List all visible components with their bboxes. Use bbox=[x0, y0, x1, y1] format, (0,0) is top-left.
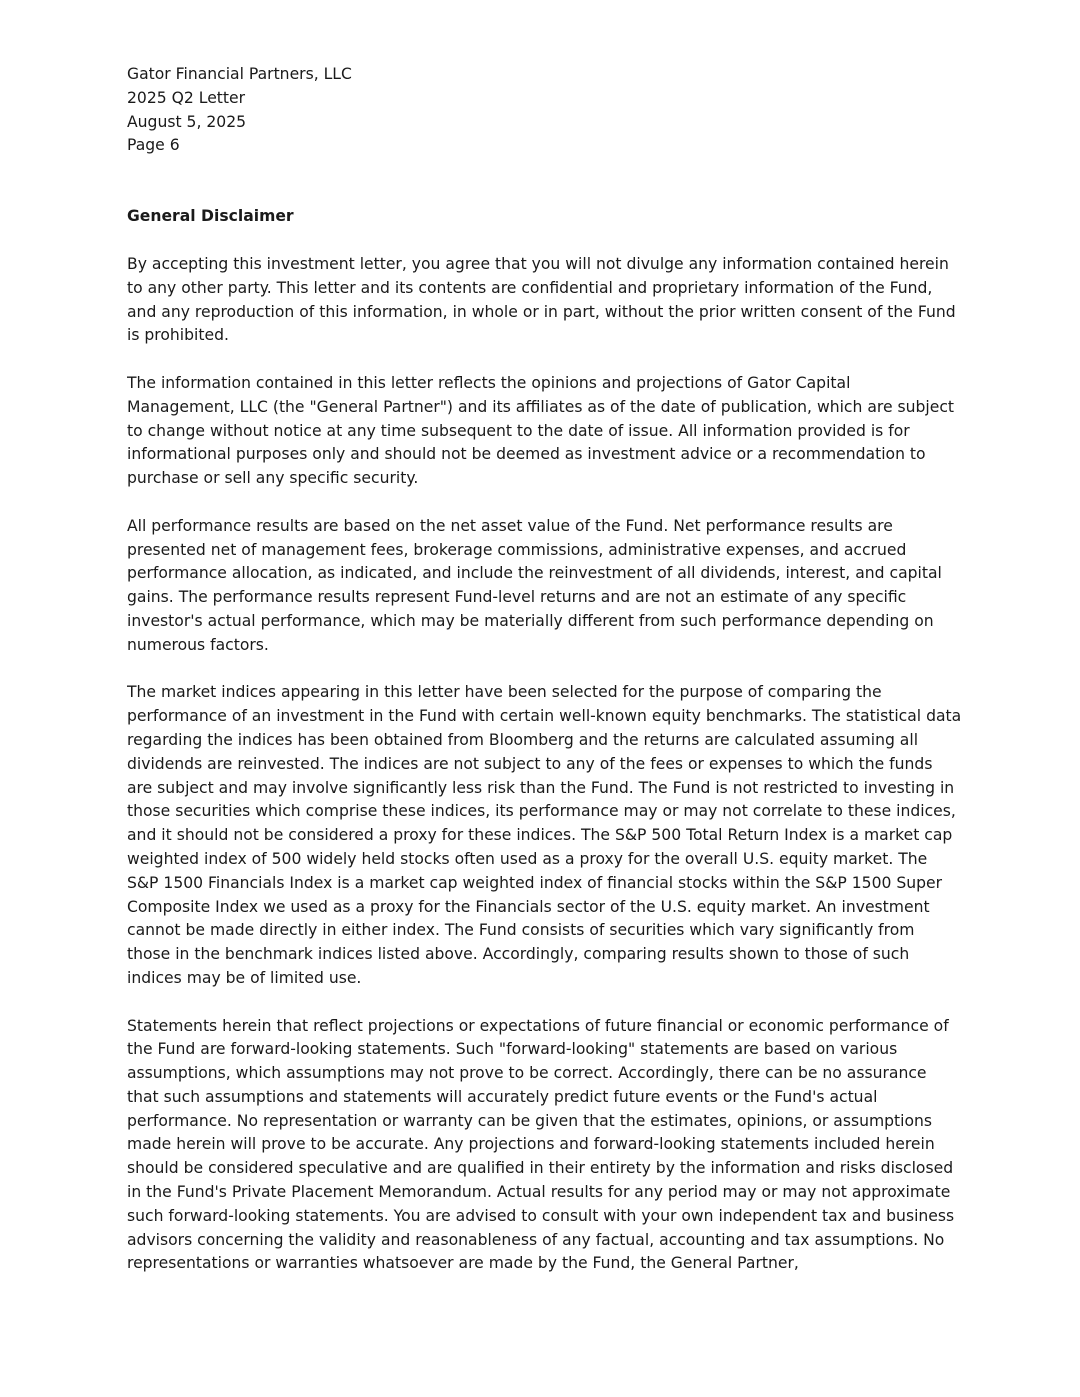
paragraph-performance: All performance results are based on the net asset value of the Fund. Net performance results are presented net of management fees, brokerage commissions, administrative expenses, and accrued performance allocation, as indicated, and include the reinvestment of all dividends, interest, and capital gains. The performance results represent Fund-level returns and are not an estimate of any specific investor's actual performance, which may be materially different from such performance depending on numerous factors. bbox=[127, 516, 942, 654]
page-number: Page 6 bbox=[127, 136, 180, 155]
letter-header bbox=[127, 63, 962, 158]
section-heading: General Disclaimer bbox=[127, 207, 294, 225]
paragraph-opinions: The information contained in this letter reflects the opinions and projections of Gator Capital Management, LLC (the "General Partner") and its affiliates as of the date of publication, which are subject to change without notice at any time subsequent to the date of issue. All information provided is for informational purposes only and should not be deemed as investment advice or a recommendation to purchase or sell any specific security. bbox=[127, 373, 955, 488]
letter-date: August 5, 2025 bbox=[127, 112, 247, 131]
letter-title: 2025 Q2 Letter bbox=[127, 88, 246, 107]
disclaimer-body bbox=[127, 253, 962, 1283]
paragraph-indices: The market indices appearing in this letter have been selected for the purpose of comparing the performance of an investment in the Fund with certain well-known equity benchmarks. The statistical data regarding the indices has been obtained from Bloomberg and the returns are calculated assuming all dividends are reinvested. The indices are not subject to any of the fees or expenses to which the funds are subject and may involve significantly less risk than the Fund. The Fund is not restricted to investing in those securities which comprise these indices, its performance may or may not correlate to these indices, and it should not be considered a proxy for these indices. The S&P 500 Total Return Index is a market cap weighted index of 500 widely held stocks often used as a proxy for the overall U.S. equity market. The S&P 1500 Financials Index is a market cap weighted index of financial stocks within the S&P 1500 Super Composite Index we used as a proxy for the Financials sector of the U.S. equity market. An investment cannot be made directly in either index. The Fund consists of securities which vary significantly from those in the benchmark indices listed above. Accordingly, comparing results shown to those of such indices may be of limited use. bbox=[127, 683, 962, 987]
paragraph-confidentiality: By accepting this investment letter, you agree that you will not divulge any information contained herein to any other party. This letter and its contents are confidential and proprietary information of the Fund, and any reproduction of this information, in whole or in part, without the prior written consent of the Fund is prohibited. bbox=[127, 255, 956, 345]
company-name: Gator Financial Partners, LLC bbox=[127, 65, 352, 83]
paragraph-forward-looking: Statements herein that reflect projections or expectations of future financial or economic performance of the Fund are forward-looking statements. Such "forward-looking" statements are based on various assumptions, which assumptions may not prove to be correct. Accordingly, there can be no assurance that such assumptions and statements will accurately predict future events or the Fund's actual performance. No representation or warranty can be given that the estimates, opinions, or assumptions made herein will prove to be accurate. Any projections and forward-looking statements included herein should be considered speculative and are qualified in their entirety by the information and risks disclosed in the Fund's Private Placement Memorandum. Actual results for any period may or may not approximate such forward-looking statements. You are advised to consult with your own independent tax and business advisors concerning the validity and reasonableness of any factual, accounting and tax assumptions. No representations or warranties whatsoever are made by the Fund, the General Partner, bbox=[127, 1016, 955, 1273]
